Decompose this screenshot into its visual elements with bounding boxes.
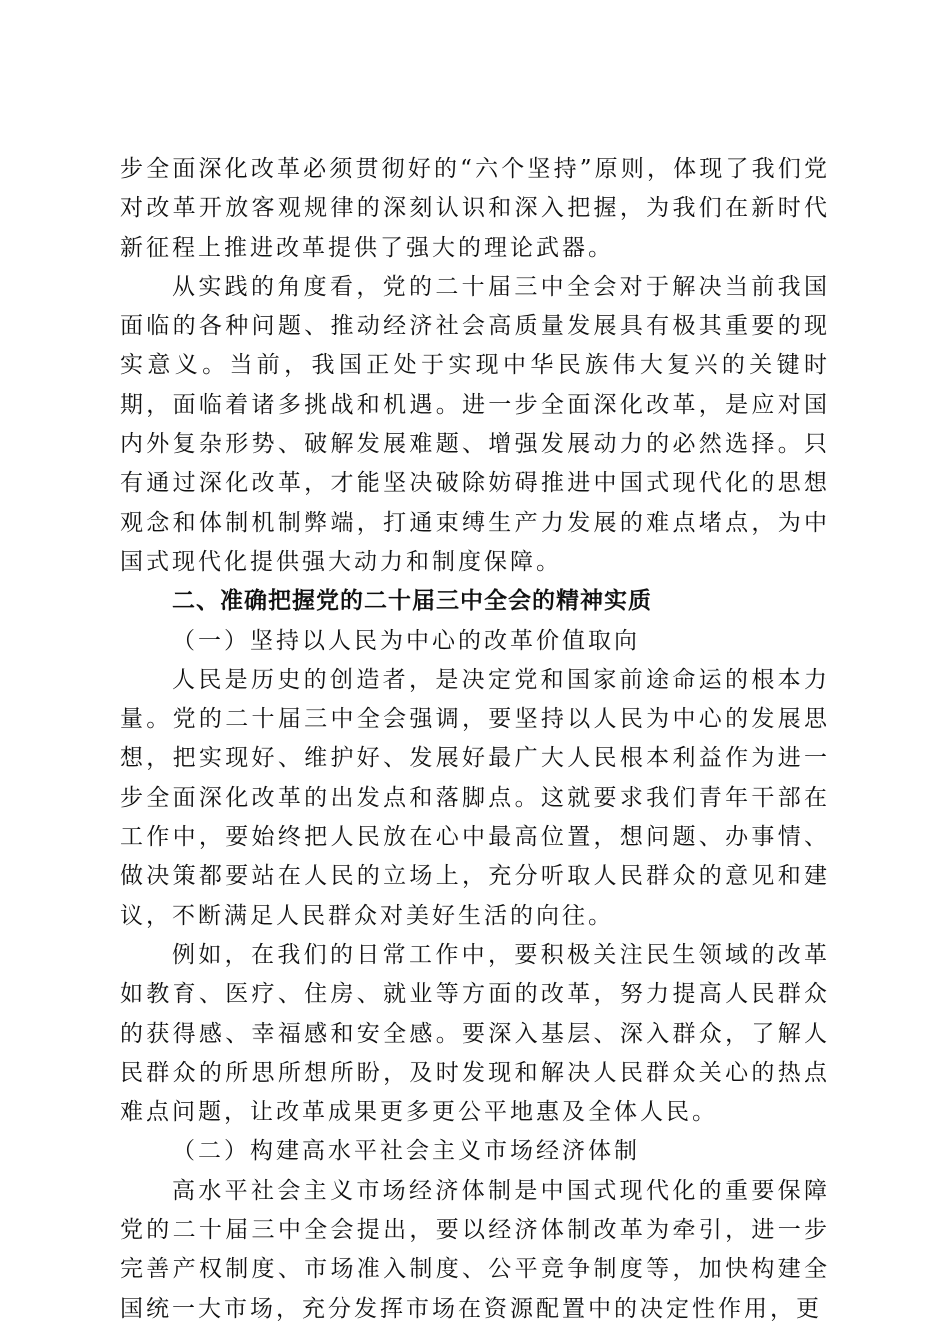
subsection-heading-2: （二）构建高水平社会主义市场经济体制 xyxy=(172,1138,640,1165)
document-body xyxy=(120,150,830,1329)
paragraph-example: 例如，在我们的日常工作中，要积极关注民生领域的改革如教育、医疗、住房、就业等方面的改革，努力提高人民群众的获得感、幸福感和安全感。要深入基层、深入群众，了解人民群众的所思所想所盼，及时发现和解决人民群众关心的热点难点问题，让改革成果更多更公平地惠及全体人民。 xyxy=(120,941,830,1126)
paragraph-people-centered: 人民是历史的创造者，是决定党和国家前途命运的根本力量。党的二十届三中全会强调，要坚持以人民为中心的发展思想，把实现好、维护好、发展好最广大人民根本利益作为进一步全面深化改革的出发点和落脚点。这就要求我们青年干部在工作中，要始终把人民放在心中最高位置，想问题、办事情、做决策都要站在人民的立场上，充分听取人民群众的意见和建议，不断满足人民群众对美好生活的向往。 xyxy=(120,666,830,929)
paragraph-practice: 从实践的角度看，党的二十届三中全会对于解决当前我国面临的各种问题、推动经济社会高质量发展具有极其重要的现实意义。当前，我国正处于实现中华民族伟大复兴的关键时期，面临着诸多挑战和机遇。进一步全面深化改革，是应对国内外复杂形势、破解发展难题、增强发展动力的必然选择。只有通过深化改革，才能坚决破除妨碍推进中国式现代化的思想观念和体制机制弊端，打通束缚生产力发展的难点堵点，为中国式现代化提供强大动力和制度保障。 xyxy=(120,273,830,575)
paragraph-market-economy: 高水平社会主义市场经济体制是中国式现代化的重要保障党的二十届三中全会提出，要以经济体制改革为牵引，进一步完善产权制度、市场准入制度、公平竞争制度等，加快构建全国统一大市场，充分发挥市场在资源配置中的决定性作用，更 xyxy=(120,1177,830,1322)
paragraph-continued: 步全面深化改革必须贯彻好的“六个坚持”原则，体现了我们党对改革开放客观规律的深刻认识和深入把握，为我们在新时代新征程上推进改革提供了强大的理论武器。 xyxy=(120,156,830,261)
subsection-heading-1: （一）坚持以人民为中心的改革价值取向 xyxy=(172,627,640,654)
section-heading-2: 二、准确把握党的二十届三中全会的精神实质 xyxy=(172,588,652,615)
